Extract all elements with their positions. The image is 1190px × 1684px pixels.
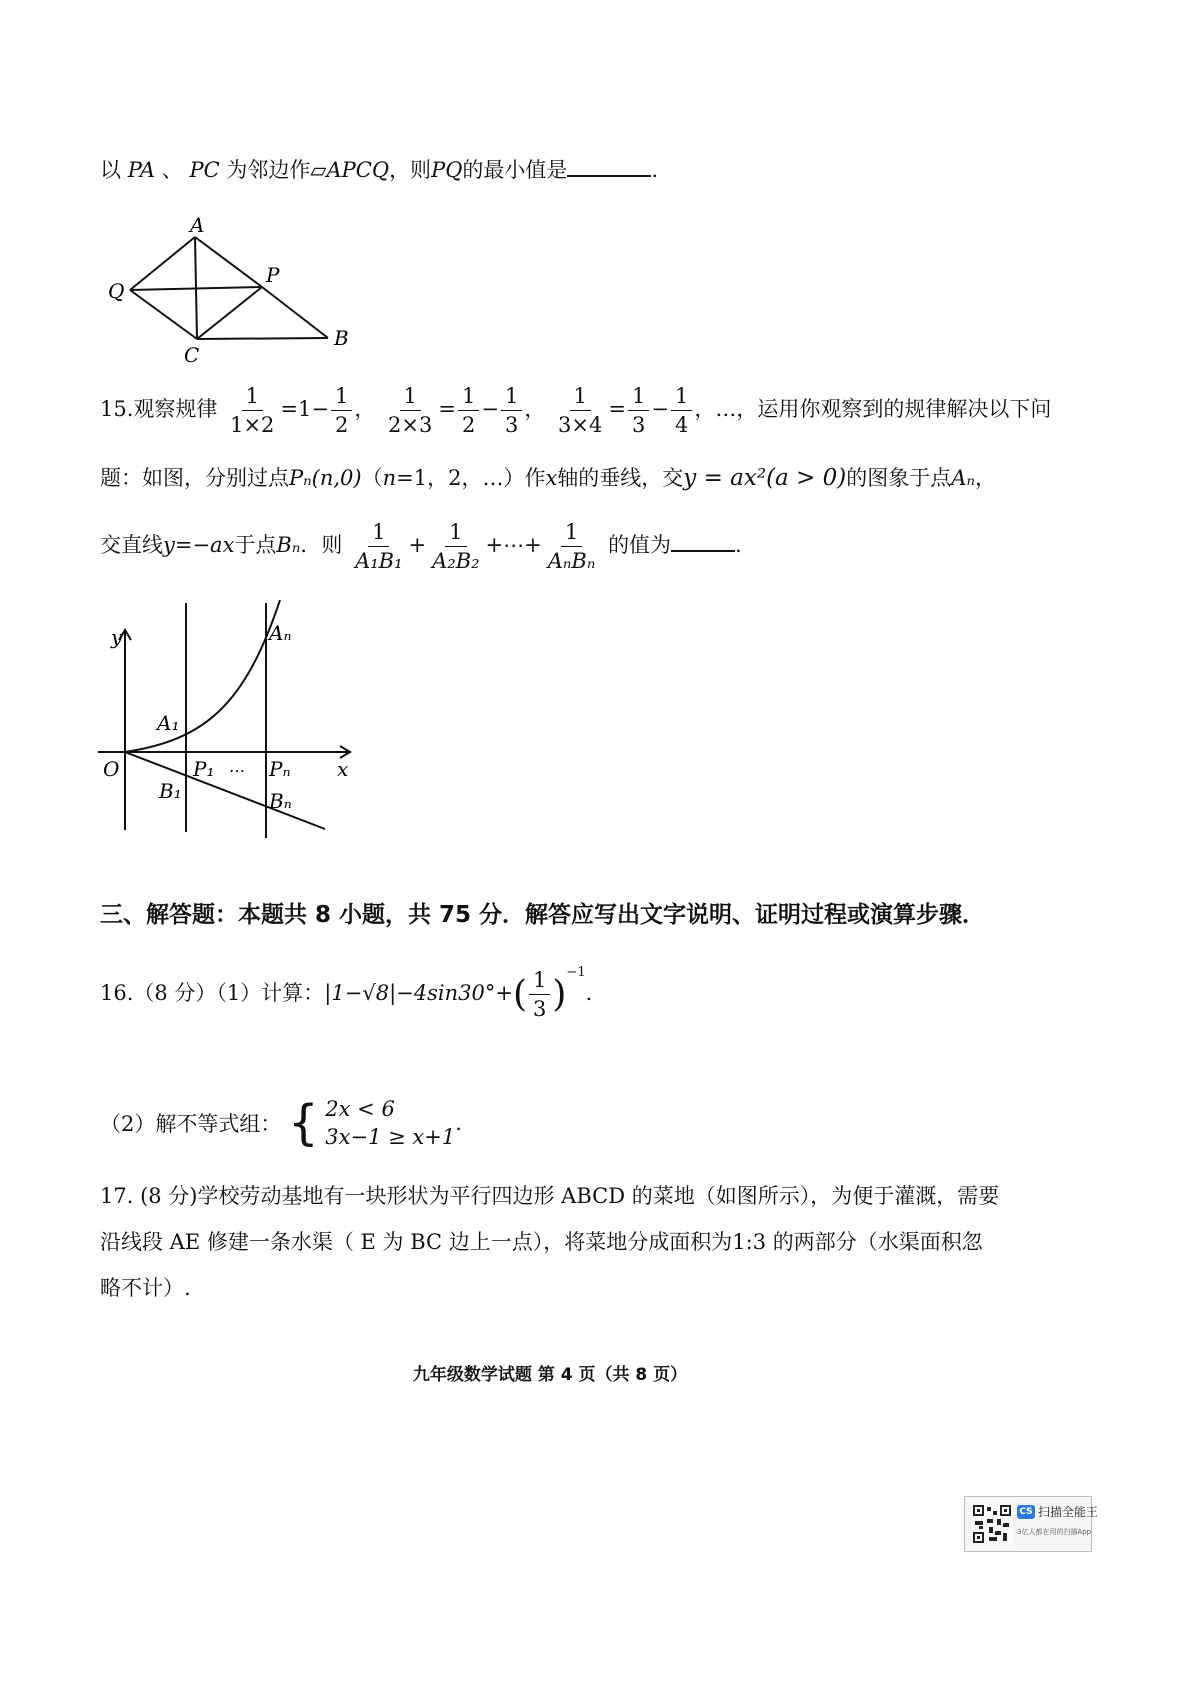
fraction: $\frac{1}{\text{AₙBₙ}}$: [547, 520, 596, 573]
q15-line-3: 交直线y=−ax于点Bₙ．则 $\frac{1}{\text{A₁B₁}}$ + $\frac{1}{\text{A₂B₂}}$ +⋯+ $\frac{1}{\text{AₙBₙ}}$ 的值为 .: [100, 520, 742, 573]
inequality-system: 2x < 6 3x−1 ≥ x+1: [325, 1097, 456, 1149]
answer-blank[interactable]: [567, 157, 651, 177]
q14-text: 为邻边作: [226, 158, 311, 182]
q15-text: ，…，运用你观察到的规律解决以下问: [694, 397, 1052, 421]
brace: {: [288, 1095, 319, 1151]
q16-part1: 16.（8 分）（1）计算：|1−√8|−4sin30°+( $\frac{1}{3}$ )$^{-1}$.: [100, 965, 593, 1021]
q14-text: 的最小值是: [462, 158, 568, 182]
badge-title: 扫描全能王: [1038, 1505, 1099, 1519]
q15-line-1: 15.观察规律 $\frac{1}{1\times 2}$ =1− $\frac{1}{2}$ ， $\frac{1}{2\times 3}$ = $\frac{1}{2}$ − $\frac{1}{3}$ ， $\frac{1}{3\times 4}$ = $\frac{1}{3}$ − $\frac{1}{4}$ ，…，运用你观察到的规律解决以下问: [100, 384, 1052, 437]
answer-blank[interactable]: [671, 532, 735, 552]
label-B1: B₁: [159, 779, 182, 803]
fraction: $\frac{1}{\text{A₂B₂}}$: [432, 520, 480, 573]
q14-math: ▱APCQ: [310, 158, 390, 182]
q14-text: 以: [100, 158, 121, 182]
label-Pn: Pₙ: [269, 757, 291, 781]
label-A: A: [190, 213, 205, 237]
label-C: C: [184, 343, 200, 367]
fraction: $\frac{1}{2}$: [331, 384, 352, 437]
label-O: O: [103, 757, 120, 781]
section-title: 三、解答题：本题共 8 小题，共 75 分．解答应写出文字说明、证明过程或演算步骤．: [100, 902, 986, 928]
q14-text: ，则: [389, 158, 432, 182]
q14-math: PA: [127, 158, 156, 182]
q17-line-3: 略不计）.: [100, 1276, 191, 1300]
fraction: $\frac{1}{3}$: [529, 968, 550, 1021]
label-Q: Q: [108, 279, 125, 303]
fraction: $\frac{1}{3\times 4}$: [558, 384, 603, 437]
label-Bn: Bₙ: [269, 789, 292, 813]
fraction: $\frac{1}{3}$: [501, 384, 522, 437]
q17-line-1: 17. (8 分)学校劳动基地有一块形状为平行四边形 ABCD 的菜地（如图所示），为便于灌溉，需要: [100, 1184, 1000, 1208]
q16-part2: （2）解不等式组： { 2x < 6 3x−1 ≥ x+1 .: [100, 1095, 462, 1151]
fraction: $\frac{1}{2}$: [458, 384, 479, 437]
q15-line-2: 题：如图，分别过点Pₙ(n,0)（n=1，2，…）作x轴的垂线，交y = ax²(a > 0)的图象于点Aₙ，: [100, 465, 996, 491]
q14-tail-line: [100, 154, 658, 184]
fraction: $\frac{1}{4}$: [671, 384, 692, 437]
badge-subtitle: 3亿人都在用的扫描App: [1017, 1528, 1092, 1536]
q14-text: 、: [161, 158, 183, 182]
fraction: $\frac{1}{1\times 2}$: [230, 384, 275, 437]
fraction: $\frac{1}{\text{A₁B₁}}$: [355, 520, 403, 573]
q17-line-2: 沿线段 AE 修建一条水渠（ E 为 BC 边上一点），将菜地分成面积为1:3 的两部分（水渠面积忽: [100, 1230, 983, 1254]
fraction: $\frac{1}{2\times 3}$: [388, 384, 433, 437]
figure-15-graph: [95, 600, 365, 840]
label-y: y: [111, 625, 123, 649]
label-P1: P₁: [193, 757, 215, 781]
q14-math: PQ: [431, 158, 463, 182]
q14-math: PC: [189, 158, 220, 182]
label-P: P: [266, 263, 280, 287]
qr-code-icon: [971, 1503, 1013, 1545]
fraction: $\frac{1}{3}$: [628, 384, 649, 437]
label-x: x: [337, 757, 349, 781]
q14-text: .: [651, 158, 659, 182]
label-dots: …: [229, 757, 245, 776]
figure-14-rhombus: [100, 212, 360, 372]
q15-text: 观察规律: [133, 397, 218, 421]
scanner-badge: [964, 1496, 1099, 1552]
page-footer: 九年级数学试题 第 4 页（共 8 页）: [412, 1365, 688, 1385]
label-A1: A₁: [157, 711, 180, 735]
label-An: Aₙ: [269, 621, 292, 645]
label-B: B: [334, 326, 349, 350]
question-number: 15.: [100, 397, 134, 421]
camscanner-logo: CS: [1017, 1505, 1035, 1519]
